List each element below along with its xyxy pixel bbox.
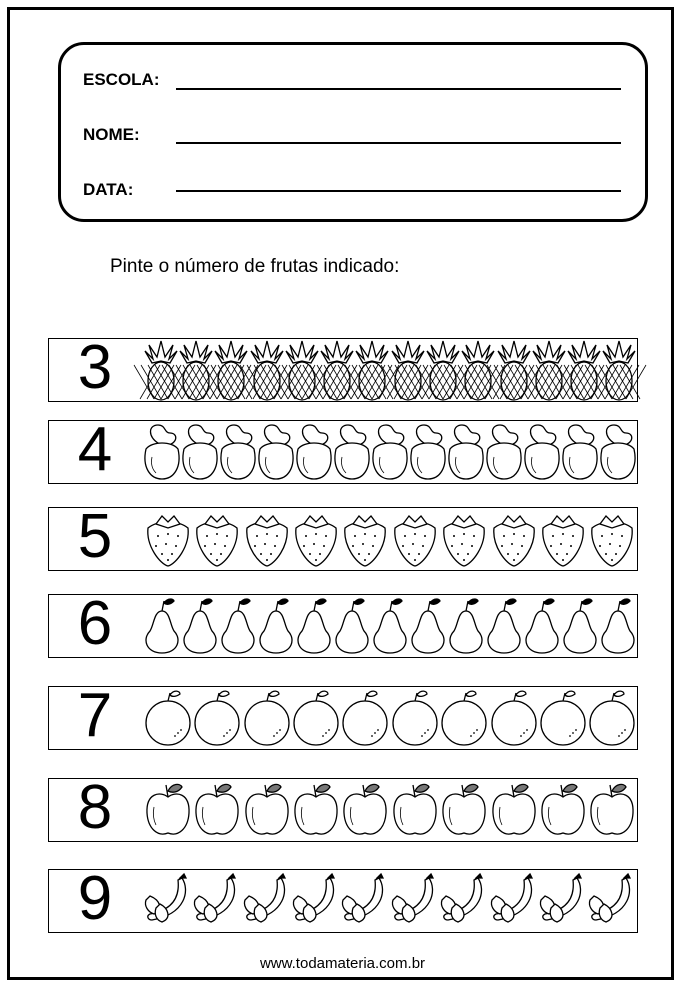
- cashew-icon[interactable]: [373, 425, 407, 479]
- orange-icon[interactable]: [146, 691, 190, 745]
- banana-icon[interactable]: [342, 874, 383, 922]
- student-info-box: [58, 42, 648, 222]
- data-label: DATA:: [83, 180, 134, 199]
- banana-group: [143, 870, 637, 932]
- cashew-icon[interactable]: [297, 425, 331, 479]
- strawberry-icon[interactable]: [197, 516, 237, 566]
- cashew-icon[interactable]: [335, 425, 369, 479]
- apple-icon[interactable]: [493, 784, 535, 834]
- pear-icon[interactable]: [450, 599, 482, 653]
- cashew-icon[interactable]: [563, 425, 597, 479]
- banana-icon[interactable]: [589, 874, 630, 922]
- fruit-row-3: [48, 333, 638, 402]
- row-number: 6: [77, 589, 113, 658]
- banana-icon[interactable]: [244, 874, 285, 922]
- pear-icon[interactable]: [298, 599, 330, 653]
- strawberry-group: [143, 508, 637, 570]
- nome-line: [176, 142, 621, 144]
- cashew-icon[interactable]: [145, 425, 179, 479]
- fruit-row-7: [48, 681, 638, 750]
- cashew-icon[interactable]: [183, 425, 217, 479]
- pear-icon[interactable]: [184, 599, 216, 653]
- apple-icon[interactable]: [542, 784, 584, 834]
- orange-icon[interactable]: [343, 691, 387, 745]
- strawberry-icon[interactable]: [345, 516, 385, 566]
- cashew-icon[interactable]: [601, 425, 635, 479]
- row-number: 8: [77, 773, 113, 842]
- apple-icon[interactable]: [246, 784, 288, 834]
- fruit-row-5: [48, 502, 638, 571]
- pear-icon[interactable]: [374, 599, 406, 653]
- orange-icon[interactable]: [492, 691, 536, 745]
- pear-group: [143, 595, 637, 657]
- nome-label: NOME:: [83, 125, 140, 144]
- orange-icon[interactable]: [245, 691, 289, 745]
- pear-icon[interactable]: [488, 599, 520, 653]
- banana-icon[interactable]: [491, 874, 532, 922]
- banana-icon[interactable]: [293, 874, 334, 922]
- fruit-row-8: [48, 773, 638, 842]
- strawberry-icon[interactable]: [296, 516, 336, 566]
- pear-icon[interactable]: [146, 599, 178, 653]
- strawberry-icon[interactable]: [148, 516, 188, 566]
- row-number: 4: [77, 415, 113, 484]
- strawberry-icon[interactable]: [543, 516, 583, 566]
- strawberry-icon[interactable]: [592, 516, 632, 566]
- pear-icon[interactable]: [222, 599, 254, 653]
- fruit-row-9: [48, 864, 638, 933]
- strawberry-icon[interactable]: [247, 516, 287, 566]
- instruction-text: Pinte o número de frutas indicado:: [110, 256, 400, 277]
- banana-icon[interactable]: [441, 874, 482, 922]
- row-number: 3: [77, 333, 113, 402]
- fruit-row-4: [48, 415, 638, 484]
- cashew-icon[interactable]: [449, 425, 483, 479]
- cashew-icon[interactable]: [259, 425, 293, 479]
- pear-icon[interactable]: [526, 599, 558, 653]
- cashew-icon[interactable]: [221, 425, 255, 479]
- pear-icon[interactable]: [336, 599, 368, 653]
- cashew-icon[interactable]: [487, 425, 521, 479]
- banana-icon[interactable]: [540, 874, 581, 922]
- orange-group: [143, 687, 637, 749]
- banana-icon[interactable]: [392, 874, 433, 922]
- data-line: [176, 190, 621, 192]
- apple-icon[interactable]: [344, 784, 386, 834]
- apple-icon[interactable]: [147, 784, 189, 834]
- orange-icon[interactable]: [442, 691, 486, 745]
- apple-icon[interactable]: [295, 784, 337, 834]
- apple-icon[interactable]: [591, 784, 633, 834]
- orange-icon[interactable]: [195, 691, 239, 745]
- orange-icon[interactable]: [294, 691, 338, 745]
- strawberry-icon[interactable]: [494, 516, 534, 566]
- cashew-icon[interactable]: [525, 425, 559, 479]
- orange-icon[interactable]: [541, 691, 585, 745]
- pear-icon[interactable]: [602, 599, 634, 653]
- footer-url: www.todamateria.com.br: [259, 955, 426, 972]
- escola-label: ESCOLA:: [83, 70, 160, 89]
- banana-icon[interactable]: [145, 874, 186, 922]
- orange-icon[interactable]: [393, 691, 437, 745]
- orange-icon[interactable]: [590, 691, 634, 745]
- apple-icon[interactable]: [443, 784, 485, 834]
- pear-icon[interactable]: [412, 599, 444, 653]
- cashew-icon[interactable]: [411, 425, 445, 479]
- pineapple-group: [143, 339, 637, 401]
- apple-icon[interactable]: [196, 784, 238, 834]
- strawberry-icon[interactable]: [395, 516, 435, 566]
- pear-icon[interactable]: [260, 599, 292, 653]
- banana-icon[interactable]: [194, 874, 235, 922]
- apple-group: [143, 779, 637, 841]
- apple-icon[interactable]: [394, 784, 436, 834]
- pear-icon[interactable]: [564, 599, 596, 653]
- strawberry-icon[interactable]: [444, 516, 484, 566]
- escola-line: [176, 88, 621, 90]
- cashew-group: [143, 421, 637, 483]
- row-number: 7: [77, 681, 113, 750]
- row-number: 5: [77, 502, 113, 571]
- fruit-row-6: [48, 589, 638, 658]
- row-number: 9: [77, 864, 113, 933]
